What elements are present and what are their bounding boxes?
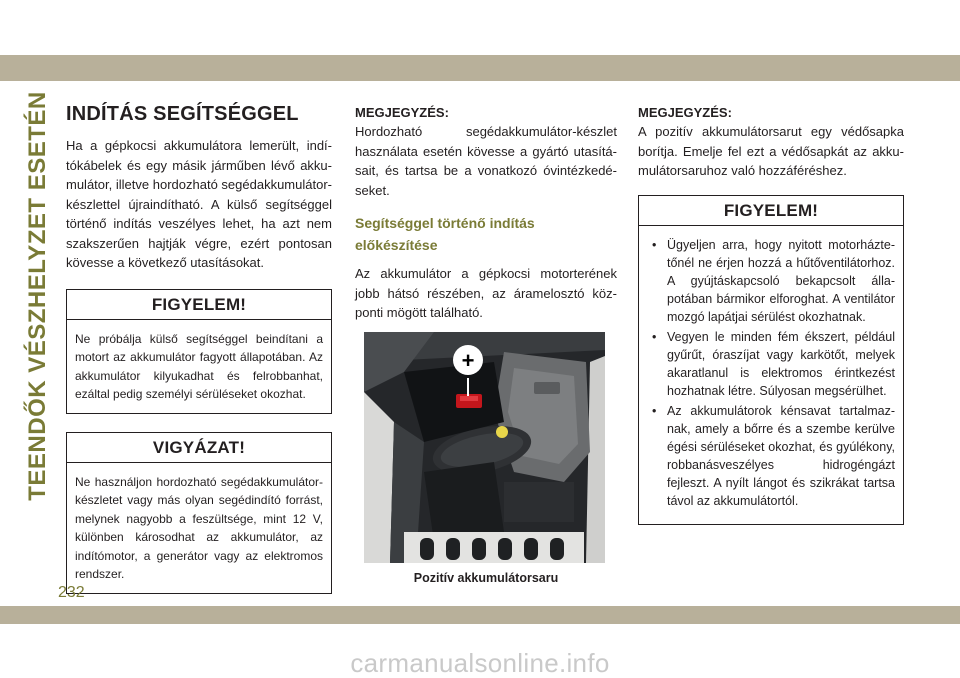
- page-number: 232: [58, 584, 85, 601]
- list-item: • Az akkumulátorok kénsavat tartalmaznak, amely a bőrre és a szembe kerülve égési sérüléseket okozhat, és gyúlékony, robbanásveszélyes hidrogéngázt fejleszt. A nyílt lángot és szikrákat tartsa távol az akkumulátortól.: [647, 402, 895, 510]
- section-heading: INDÍTÁS SEGÍTSÉGGEL: [66, 103, 299, 125]
- note-label: MEGJEGYZÉS:: [355, 105, 449, 120]
- warning-box-text: Ne próbálja külső segítséggel beindítani a motort az akkumulátor fagyott állapotában. Az akkumulátor kilyukadhat és felrobbanhat, ezáltal pedig személyi sérüléseket okozhat.: [75, 331, 323, 401]
- intro-paragraph: Ha a gépkocsi akkumulátora lemerült, indítókábelek és egy másik járműben lévő akkumulátor, illetve hordozható segédakkumulátor-készlettel újraindítható. A külső segítséggel történő indítás veszélyes lehet, ha azt nem szakszerűen hajtják végre, ezért pontosan kövesse a következő utasításokat.: [66, 138, 332, 270]
- warning-box: [66, 289, 332, 414]
- warning-box-2-body: [639, 226, 903, 524]
- photo-caption: Pozitív akkumulátorsaru: [413, 570, 559, 585]
- warning-box-title: FIGYELEM!: [67, 290, 331, 320]
- note-text-2: A pozitív akkumulátorsarut egy védősapka borítja. Emelje fel ezt a védősapkát az akkumulátorsaruhoz való hozzáféréshez.: [638, 124, 904, 178]
- list-item: • Vegyen le minden fém ékszert, például gyűrűt, óraszíjat vagy karkötőt, melyek akaratlanul is elektromos érintkezést hozhatnak létre. Súlyosan megsérülhet.: [647, 328, 895, 400]
- warning-bullet-list: [647, 236, 895, 510]
- chapter-side-title-text: TEENDŐK VÉSZHELYZET ESETÉN: [24, 90, 52, 501]
- column-3: [638, 103, 904, 525]
- footer-band: [0, 606, 960, 624]
- positive-terminal-marker-symbol: +: [461, 347, 475, 373]
- caution-box: [66, 432, 332, 594]
- engine-bay-photo: [364, 332, 605, 563]
- caution-box-title: VIGYÁZAT!: [67, 433, 331, 463]
- column-2: [355, 103, 617, 585]
- watermark: carmanualsonline.info: [350, 648, 610, 678]
- warning-box-2-title: FIGYELEM!: [639, 196, 903, 226]
- header-band: [0, 55, 960, 81]
- list-item: • Ügyeljen arra, hogy nyitott motorháztetőnél ne érjen hozzá a hűtőventilátorhoz. A gyújtáskapcsoló bekapcsolt állapotában bármikor elforoghat. A ventilátor mozgó lapátjai sérülést okozhatnak.: [647, 236, 895, 326]
- column-1: [66, 103, 332, 594]
- chapter-side-title: [20, 90, 56, 501]
- caution-box-text: Ne használjon hordozható segédakkumulátor-készletet vagy más olyan segédindító forrást, melynek nagyobb a feszültsége, mint 12 V, különben károsodhat az akkumulátor, az indítómotor, a generátor vagy az elektromos rendszer.: [75, 474, 323, 581]
- warning-box-2: [638, 195, 904, 525]
- note-text: Hordozható segédakkumulátor-készlet használata esetén kövesse a gyártó utasításait, és tartsa be a vonatkozó óvintézkedéseket.: [355, 124, 617, 198]
- subheading: Segítséggel történő indítás előkészítése: [355, 215, 535, 253]
- battery-location-text: Az akkumulátor a gépkocsi motorterének jobb hátsó részében, az áramelosztó központi mögött található.: [355, 266, 617, 320]
- engine-bay-illustration: [364, 332, 605, 563]
- note-label-2: MEGJEGYZÉS:: [638, 105, 732, 120]
